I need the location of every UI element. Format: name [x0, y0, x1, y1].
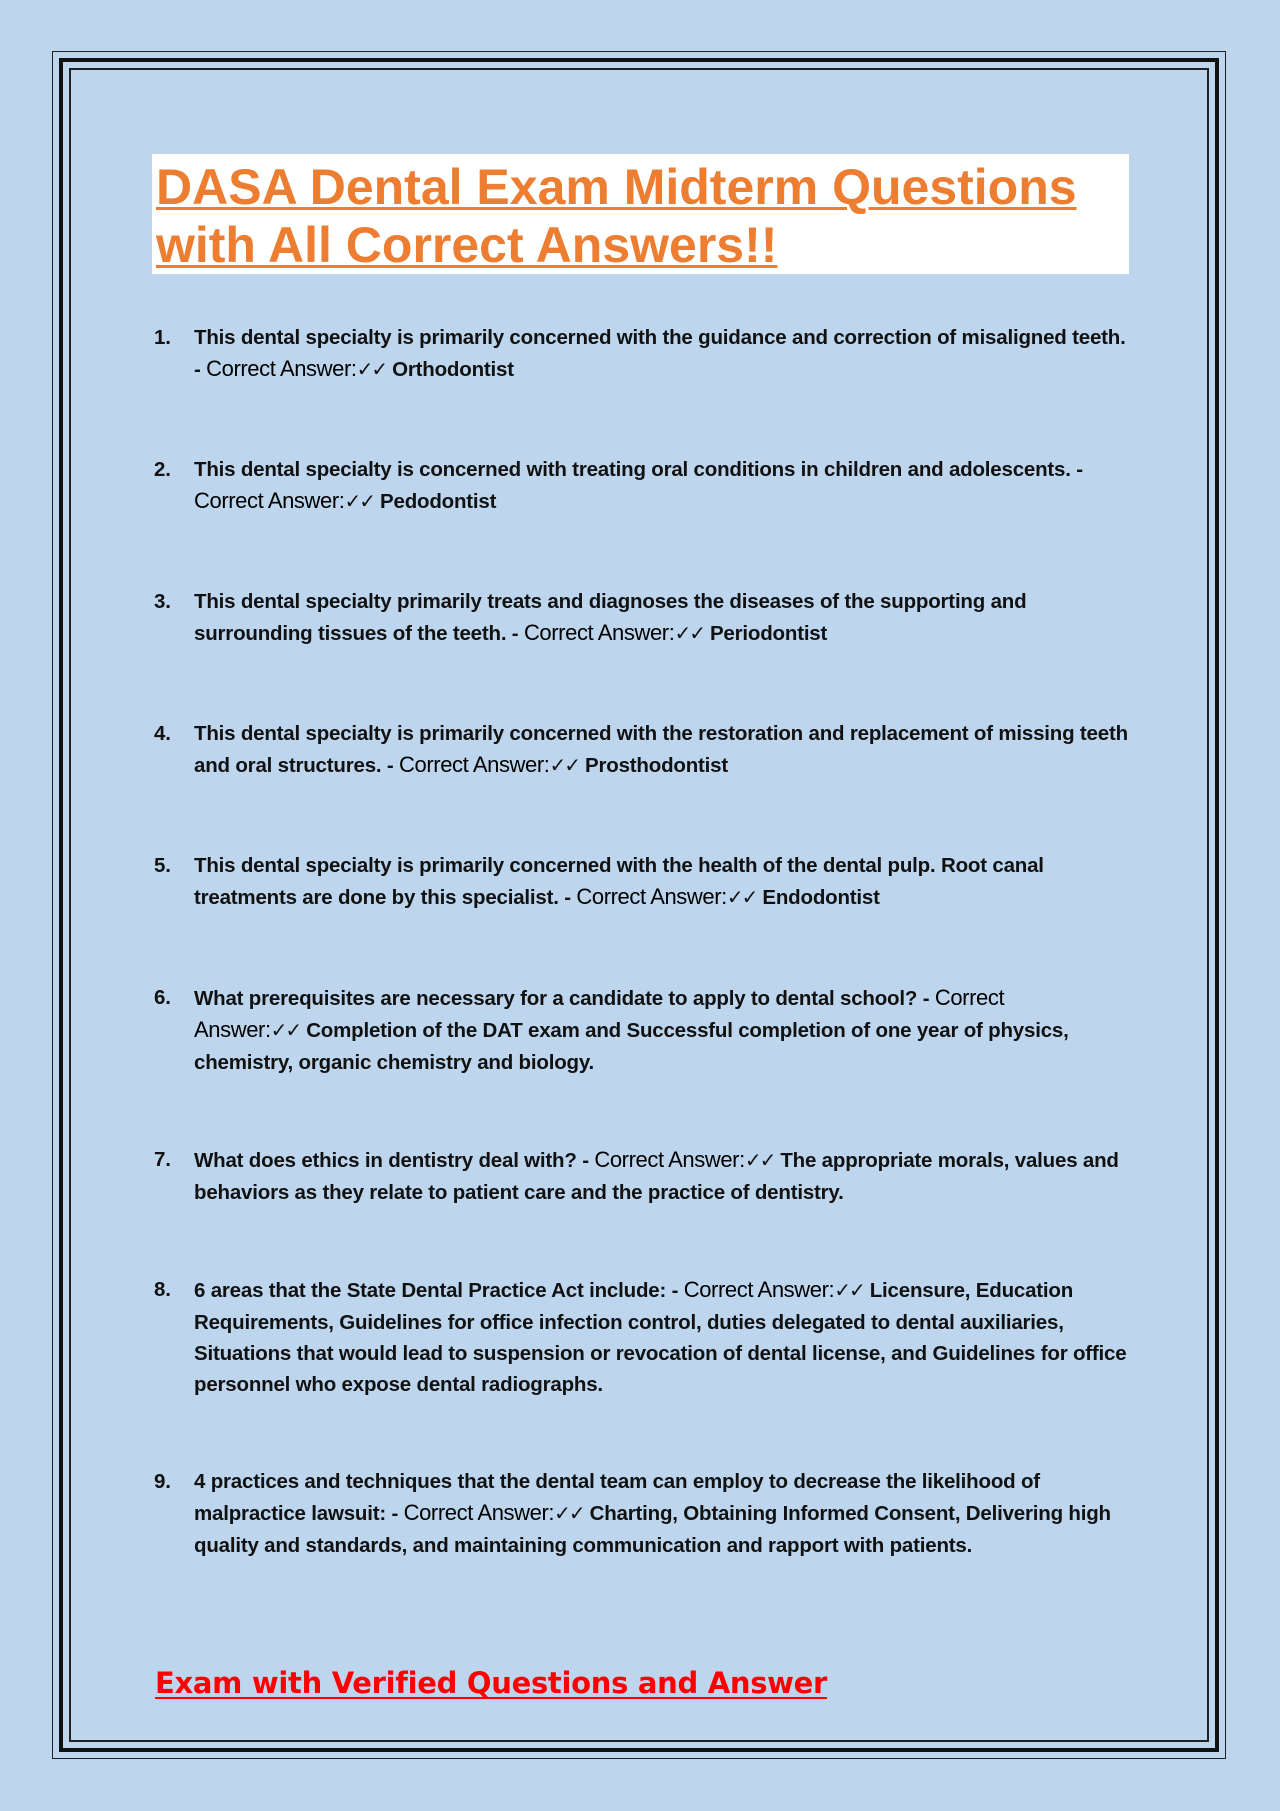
- double-check-icon: ✓✓: [356, 359, 387, 381]
- separator: -: [917, 987, 935, 1010]
- separator: -: [666, 1279, 684, 1302]
- answer-label: Correct Answer:: [194, 488, 345, 513]
- separator: -: [1070, 458, 1083, 481]
- question-item-7: [152, 1144, 1132, 1208]
- question-text: This dental specialty is primarily concerned with the health of the dental pulp. Root canal treatments are done by this specialist.: [194, 854, 1044, 909]
- answer-text: Charting, Obtaining Informed Consent, Delivering high quality and standards, and maintaining communication and rapport with patients.: [194, 1502, 1111, 1557]
- answer-text: Orthodontist: [392, 358, 514, 381]
- answer-text: Pedodontist: [380, 490, 497, 513]
- separator: -: [506, 622, 524, 645]
- question-number: 2.: [154, 458, 171, 481]
- separator: -: [576, 1149, 595, 1172]
- separator: -: [385, 1502, 404, 1525]
- answer-text: Endodontist: [762, 886, 880, 909]
- answer-label: Correct Answer:: [403, 1500, 555, 1525]
- question-number: 7.: [154, 1148, 171, 1171]
- question-item-4: [152, 718, 1132, 782]
- answer-label: Correct Answer:: [523, 620, 675, 645]
- footer-exam-link[interactable]: Exam with Verified Questions and Answer: [155, 1666, 828, 1700]
- double-check-icon: ✓✓: [270, 1020, 301, 1042]
- double-check-icon: ✓✓: [344, 491, 375, 513]
- double-check-icon: ✓✓: [834, 1280, 864, 1302]
- question-item-2: [152, 454, 1132, 518]
- separator: -: [558, 886, 577, 909]
- answer-label: Correct Answer:: [399, 752, 550, 777]
- double-check-icon: ✓✓: [674, 623, 704, 645]
- question-item-1: [152, 322, 1132, 386]
- question-item-9: [152, 1466, 1132, 1561]
- question-text: 6 areas that the State Dental Practice Act include:: [194, 1279, 667, 1302]
- question-text: This dental specialty is primarily concerned with the guidance and correction of misaligned teeth.: [194, 326, 1126, 349]
- document-title: DASA Dental Exam Midterm Questions with All Correct Answers!!: [156, 159, 1077, 273]
- question-number: 8.: [154, 1278, 171, 1301]
- question-text: This dental specialty primarily treats and diagnoses the diseases of the supporting and surrounding tissues of the teeth.: [194, 590, 1027, 645]
- question-item-6: [152, 982, 1132, 1078]
- question-item-3: [152, 586, 1132, 650]
- separator: -: [194, 358, 207, 381]
- question-text: What does ethics in dentistry deal with?: [194, 1149, 577, 1172]
- separator: -: [381, 754, 400, 777]
- answer-label: Correct Answer:: [594, 1147, 745, 1172]
- question-list: [152, 322, 1132, 1627]
- answer-text: Licensure, Education Requirements, Guidelines for office infection control, duties delegated to dental auxiliaries, Situations that would lead to suspension or revocation of dental license, and Guidelines for office personnel who expose dental radiographs.: [194, 1279, 1127, 1396]
- question-item-5: [152, 850, 1132, 914]
- answer-text: Completion of the DAT exam and Successful completion of one year of physics, chemistry, organic chemistry and biology.: [194, 1019, 1069, 1074]
- question-text: This dental specialty is concerned with treating oral conditions in children and adolescents.: [194, 458, 1071, 481]
- answer-text: The appropriate morals, values and behaviors as they relate to patient care and the practice of dentistry.: [194, 1149, 1119, 1204]
- question-number: 3.: [154, 590, 171, 613]
- answer-text: Prosthodontist: [585, 754, 728, 777]
- answer-label: Correct Answer:: [683, 1277, 835, 1302]
- question-number: 1.: [154, 326, 171, 349]
- answer-label: Correct Answer:: [206, 356, 357, 381]
- answer-label: Correct Answer:: [576, 884, 727, 909]
- question-text: What prerequisites are necessary for a candidate to apply to dental school?: [194, 987, 918, 1010]
- answer-text: Periodontist: [709, 622, 828, 645]
- question-item-8: [152, 1274, 1132, 1400]
- double-check-icon: ✓✓: [744, 1150, 775, 1172]
- question-number: 6.: [154, 986, 171, 1009]
- question-number: 5.: [154, 854, 171, 877]
- answer-label: Correct Answer:: [194, 985, 1005, 1042]
- double-check-icon: ✓✓: [726, 887, 757, 909]
- question-number: 4.: [154, 722, 171, 745]
- question-number: 9.: [154, 1470, 171, 1493]
- double-check-icon: ✓✓: [549, 755, 580, 777]
- question-text: 4 practices and techniques that the dental team can employ to decrease the likelihood of malpractice lawsuit:: [194, 1470, 1040, 1525]
- question-text: This dental specialty is primarily concerned with the restoration and replacement of missing teeth and oral structures.: [194, 722, 1128, 777]
- title-box: [152, 154, 1129, 274]
- double-check-icon: ✓✓: [554, 1503, 584, 1525]
